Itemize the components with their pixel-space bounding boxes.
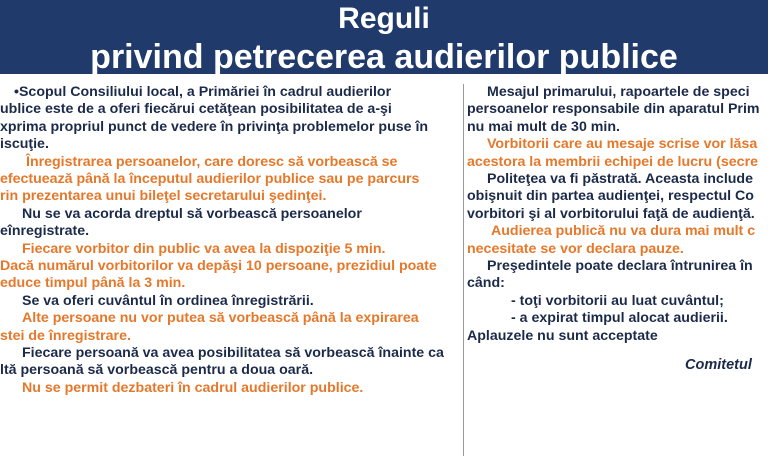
rule-line: necesitate se vor declara pauze. bbox=[467, 241, 684, 257]
rule-line: efectuează până la începutul audierilor publice sau pe parcurs bbox=[0, 171, 420, 187]
rule-line: iscuţie. bbox=[0, 136, 49, 152]
rule-line: •Scopul Consiliului local, a Primăriei în cadrul audierilor bbox=[14, 84, 392, 100]
rule-line: rin prezentarea unui bileţel secretarului şedinţei. bbox=[0, 188, 327, 204]
rule-line: obişnuit din partea audienţei, respectul Co bbox=[467, 188, 754, 204]
rule-line: Fiecare persoană va avea posibilitatea să vorbească înainte ca bbox=[22, 345, 444, 361]
rule-line: - a expirat timpul alocat audierii. bbox=[511, 310, 728, 326]
column-divider bbox=[463, 84, 464, 456]
rule-line: Alte persoane nu vor putea să vorbească până la expirarea bbox=[22, 310, 419, 326]
rule-line: persoanelor responsabile din aparatul Prim bbox=[467, 101, 760, 117]
rule-line: Dacă numărul vorbitorilor va depăşi 10 persoane, prezidiul poate bbox=[0, 258, 437, 274]
rule-line: - toţi vorbitorii au luat cuvântul; bbox=[511, 293, 724, 309]
rule-line: Nu se permit dezbateri în cadrul audierilor publice. bbox=[22, 380, 364, 396]
rule-line: când: bbox=[467, 275, 505, 291]
rule-line: xprima propriul punct de vedere în privinţa problemelor puse în bbox=[0, 119, 429, 135]
rule-line: acestora la membrii echipei de lucru (secre bbox=[467, 154, 758, 170]
rule-line: Vorbitorii care au mesaje scrise vor lăsa bbox=[487, 136, 758, 152]
signature: Comitetul bbox=[685, 357, 752, 373]
left-rules-column bbox=[0, 84, 462, 456]
title-line-1: Reguli bbox=[338, 2, 430, 35]
rule-line: educe timpul până la 3 min. bbox=[0, 275, 186, 291]
rule-line: Politeţea va fi păstrată. Aceasta include bbox=[487, 171, 753, 187]
rule-line: Aplauzele nu sunt acceptate bbox=[467, 328, 658, 344]
rule-line: eînregistrate. bbox=[0, 223, 90, 239]
title-line-2: privind petrecerea audierilor publice bbox=[90, 38, 678, 74]
rule-line: ublice este de a oferi fiecărui cetăţean posibilitatea de a-şi bbox=[0, 101, 392, 117]
rule-line: vorbitori şi al vorbitorului faţă de audienţă. bbox=[467, 206, 755, 222]
rule-line: Fiecare vorbitor din public va avea la dispoziţie 5 min. bbox=[22, 241, 386, 257]
rule-line: stei de înregistrare. bbox=[0, 328, 131, 344]
right-rules-column bbox=[467, 84, 768, 456]
rule-line: Se va oferi cuvântul în ordinea înregistrării. bbox=[22, 293, 314, 309]
rule-line: Mesajul primarului, rapoartele de speci bbox=[487, 84, 750, 100]
rule-line: Preşedintele poate declara întrunirea în bbox=[487, 258, 753, 274]
rule-line: Înregistrarea persoanelor, care doresc să vorbească se bbox=[26, 154, 398, 170]
rule-line: ltă persoană să vorbească pentru a doua oară. bbox=[0, 362, 314, 378]
rule-line: Nu se va acorda dreptul să vorbească persoanelor bbox=[22, 206, 362, 222]
rule-line: Audierea publică nu va dura mai mult c bbox=[491, 223, 756, 239]
rule-line: nu mai mult de 30 min. bbox=[467, 119, 620, 135]
header-banner bbox=[0, 0, 768, 74]
